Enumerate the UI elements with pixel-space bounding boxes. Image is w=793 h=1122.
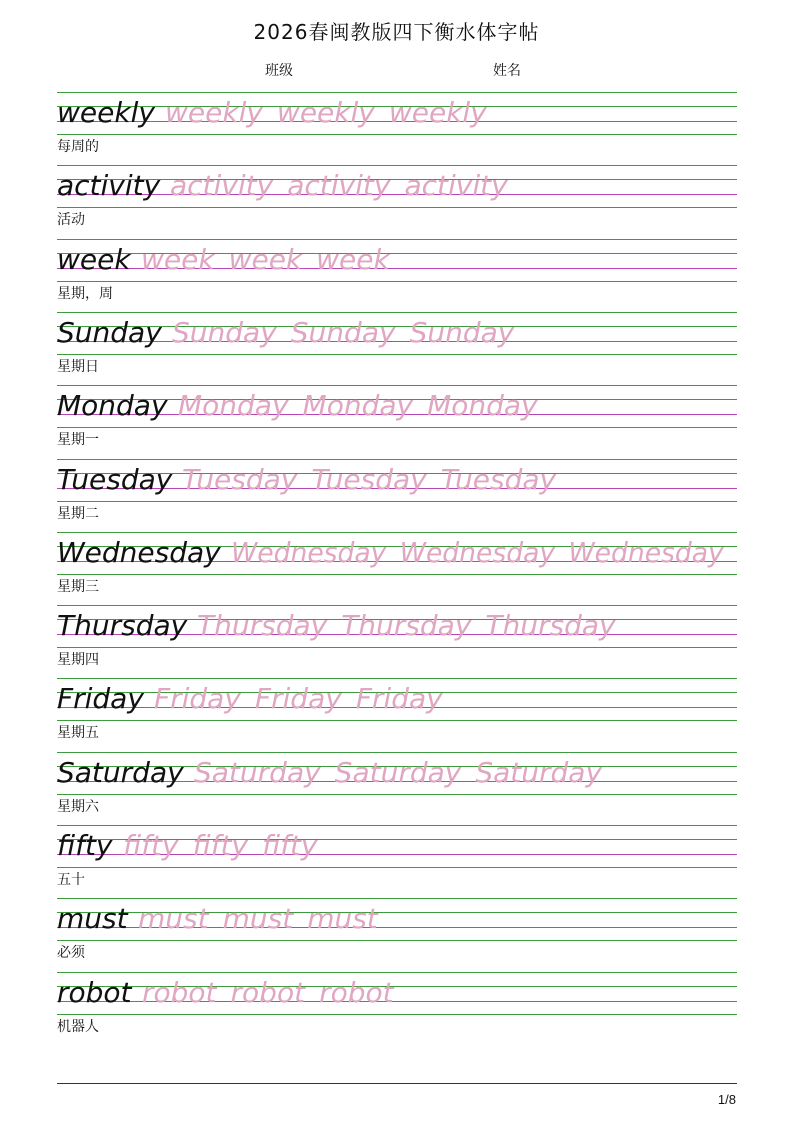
writing-guideline (57, 794, 737, 795)
word-meaning: 必须 (57, 945, 85, 962)
writing-guideline (57, 165, 737, 166)
writing-guideline (57, 281, 737, 282)
trace-word: must (222, 902, 294, 936)
word-meaning: 每周的 (57, 139, 99, 155)
trace-word: Sunday (409, 315, 515, 349)
writing-guideline (57, 972, 737, 973)
writing-guideline (57, 459, 737, 460)
writing-guideline (57, 647, 737, 648)
word-meaning: 星期二 (57, 505, 99, 522)
vocab-word: must (57, 902, 128, 936)
word-meaning: 五十 (57, 872, 85, 888)
vocab-word: fifty (57, 829, 113, 862)
trace-word: Monday (178, 389, 289, 423)
trace-word: Saturday (475, 755, 603, 789)
practice-row (0, 385, 793, 458)
word-meaning: 星期一 (57, 432, 99, 449)
page-number: 1/8 (717, 1092, 736, 1107)
trace-words (182, 464, 570, 496)
word-meaning: 活动 (57, 212, 85, 229)
practice-row (0, 898, 793, 971)
trace-words (123, 830, 332, 862)
trace-words (178, 390, 552, 422)
trace-words (142, 977, 408, 1009)
trace-word: fifty (192, 829, 248, 862)
vocab-word: Thursday (57, 609, 188, 643)
trace-words (138, 903, 392, 935)
trace-word: must (307, 902, 378, 936)
trace-words (231, 537, 737, 569)
trace-word: Tuesday (311, 462, 427, 496)
writing-guideline (57, 239, 737, 240)
page-title: 2026春闽教版四下衡水体字帖 (253, 20, 540, 44)
trace-word: must (138, 902, 209, 936)
writing-guideline (57, 825, 737, 826)
vocab-word: Saturday (57, 755, 184, 789)
trace-word: Monday (302, 389, 414, 423)
writing-guideline (57, 574, 737, 575)
trace-word: fifty (262, 829, 318, 862)
name-label: 姓名 (493, 63, 521, 79)
practice-row (0, 825, 793, 898)
trace-word: Sunday (290, 315, 396, 349)
trace-word: week (316, 242, 390, 276)
practice-row (0, 459, 793, 532)
trace-word: Wednesday (568, 535, 724, 569)
trace-word: week (228, 242, 303, 276)
trace-word: Thursday (485, 609, 616, 643)
writing-guideline (57, 312, 737, 313)
trace-words (194, 757, 616, 789)
trace-word: weekly (165, 96, 263, 129)
writing-guideline (57, 720, 737, 721)
writing-guideline (57, 678, 737, 679)
trace-word: Thursday (341, 609, 472, 643)
writing-guideline (57, 605, 737, 606)
trace-word: Tuesday (182, 462, 298, 496)
word-meaning: 星期五 (57, 725, 99, 742)
writing-guideline (57, 1014, 737, 1015)
trace-word: Wednesday (399, 535, 556, 569)
footer-divider (57, 1083, 737, 1084)
writing-guideline (57, 92, 737, 93)
trace-word: robot (142, 975, 217, 1009)
trace-words (154, 683, 457, 715)
vocab-word: Wednesday (57, 535, 221, 569)
practice-row (0, 752, 793, 825)
word-meaning: 星期，周 (57, 285, 113, 302)
trace-words (172, 317, 528, 349)
trace-word: Saturday (334, 755, 462, 789)
class-label: 班级 (265, 63, 293, 79)
trace-word: week (141, 242, 215, 276)
practice-row (0, 165, 793, 238)
trace-word: activity (287, 169, 391, 203)
writing-guideline (57, 354, 737, 355)
trace-words (165, 97, 501, 129)
trace-word: Friday (154, 682, 241, 716)
word-meaning: 星期六 (57, 798, 99, 815)
practice-row (0, 92, 793, 165)
vocab-word: activity (57, 169, 161, 203)
writing-guideline (57, 427, 737, 428)
practice-row (0, 605, 793, 678)
word-meaning: 星期四 (57, 652, 99, 669)
vocab-word: Sunday (57, 315, 162, 349)
practice-row (0, 239, 793, 312)
word-meaning: 星期三 (57, 578, 99, 595)
writing-guideline (57, 898, 737, 899)
vocab-word: weekly (57, 96, 155, 129)
vocab-word: week (57, 242, 131, 276)
word-meaning: 星期日 (57, 358, 99, 375)
trace-words (197, 610, 630, 642)
trace-word: Tuesday (440, 462, 557, 496)
vocab-word: Tuesday (57, 462, 173, 496)
practice-row (0, 312, 793, 385)
trace-words (141, 244, 404, 276)
trace-word: weekly (276, 96, 375, 129)
writing-guideline (57, 867, 737, 868)
vocab-word: Friday (57, 682, 144, 716)
vocab-word: Monday (57, 389, 168, 423)
trace-word: Wednesday (231, 535, 387, 569)
trace-word: weekly (388, 96, 487, 129)
writing-guideline (57, 207, 737, 208)
trace-word: activity (404, 169, 508, 203)
practice-row (0, 972, 793, 1045)
practice-row (0, 532, 793, 605)
writing-guideline (57, 385, 737, 386)
vocab-word: robot (57, 975, 132, 1009)
trace-words (170, 170, 522, 202)
writing-guideline (57, 752, 737, 753)
trace-word: Sunday (172, 315, 277, 349)
trace-word: Friday (355, 682, 443, 716)
trace-word: fifty (123, 829, 179, 862)
writing-guideline (57, 940, 737, 941)
practice-row (0, 678, 793, 751)
writing-guideline (57, 501, 737, 502)
trace-word: Friday (254, 682, 342, 716)
trace-word: robot (230, 975, 306, 1009)
trace-word: activity (170, 169, 274, 203)
writing-guideline (57, 134, 737, 135)
trace-word: robot (319, 975, 394, 1009)
writing-guideline (57, 532, 737, 533)
trace-word: Monday (427, 389, 538, 423)
word-meaning: 机器人 (57, 1018, 99, 1035)
trace-word: Saturday (194, 755, 321, 789)
trace-word: Thursday (197, 609, 328, 643)
